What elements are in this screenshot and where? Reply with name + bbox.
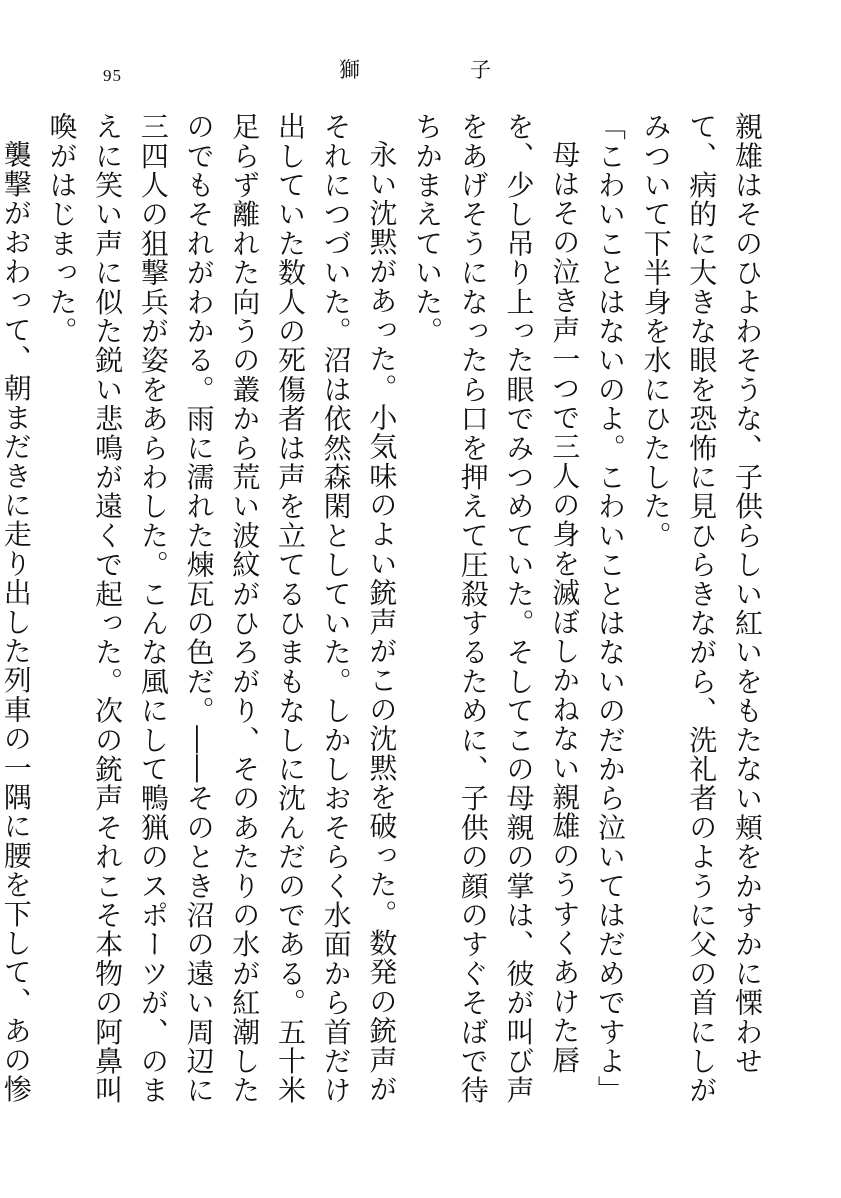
- running-title-char-2: 子: [470, 58, 491, 82]
- paragraph-4: 永い沈黙があった。小気味のよい銃声がこの沈黙を破った。数発の銃声がそれにつづいた。沼は依然森閑としていた。しかしおそらく水面から首だけ出していた数人の死傷者は声を立てるひまもなしに沈んだのである。五十米足らず離れた向うの叢から荒い波紋がひろがり、そのあたりの水が紅潮したのでもそれがわかる。雨に濡れた煉瓦の色だ。――そのとき沼の遠い周辺に三四人の狙撃兵が姿をあらわした。こんな風にして鴨猟のスポーツが、のまえに笑い声に似た鋭い悲鳴が遠くで起った。次の銃声それこそ本物の阿鼻叫喚がはじまった。: [45, 112, 399, 1105]
- page-number: 95: [103, 66, 122, 85]
- paragraph-1: 親雄はそのひよわそうな、子供らしい紅いをもたない頬をかすかに慄わせて、病的に大きな眼を恐怖に見ひらきながら、洗礼者のように父の首にしがみついて下半身を水にひたした。: [639, 112, 764, 1105]
- paragraph-3: 母はその泣き声一つで三人の身を滅ぼしかねない親雄のうすくあけた唇を、少し吊り上った眼でみつめていた。そしてこの母親の掌は、彼が叫び声をあげそうになったら口を押えて圧殺するために、子供の顔のすぐそばで待ちかまえていた。: [411, 112, 582, 1105]
- vertical-text-body: [0, 112, 770, 1127]
- paragraph-2-dialogue: 「こわいことはないのよ。こわいことはないのだから泣いてはだめですよ」: [593, 112, 627, 1105]
- paragraph-5: 襲撃がおわって、朝まだきに走り出した列車の一隅に腰を下して、あの惨: [0, 140, 33, 1104]
- running-title-char-1: 獅: [339, 58, 360, 82]
